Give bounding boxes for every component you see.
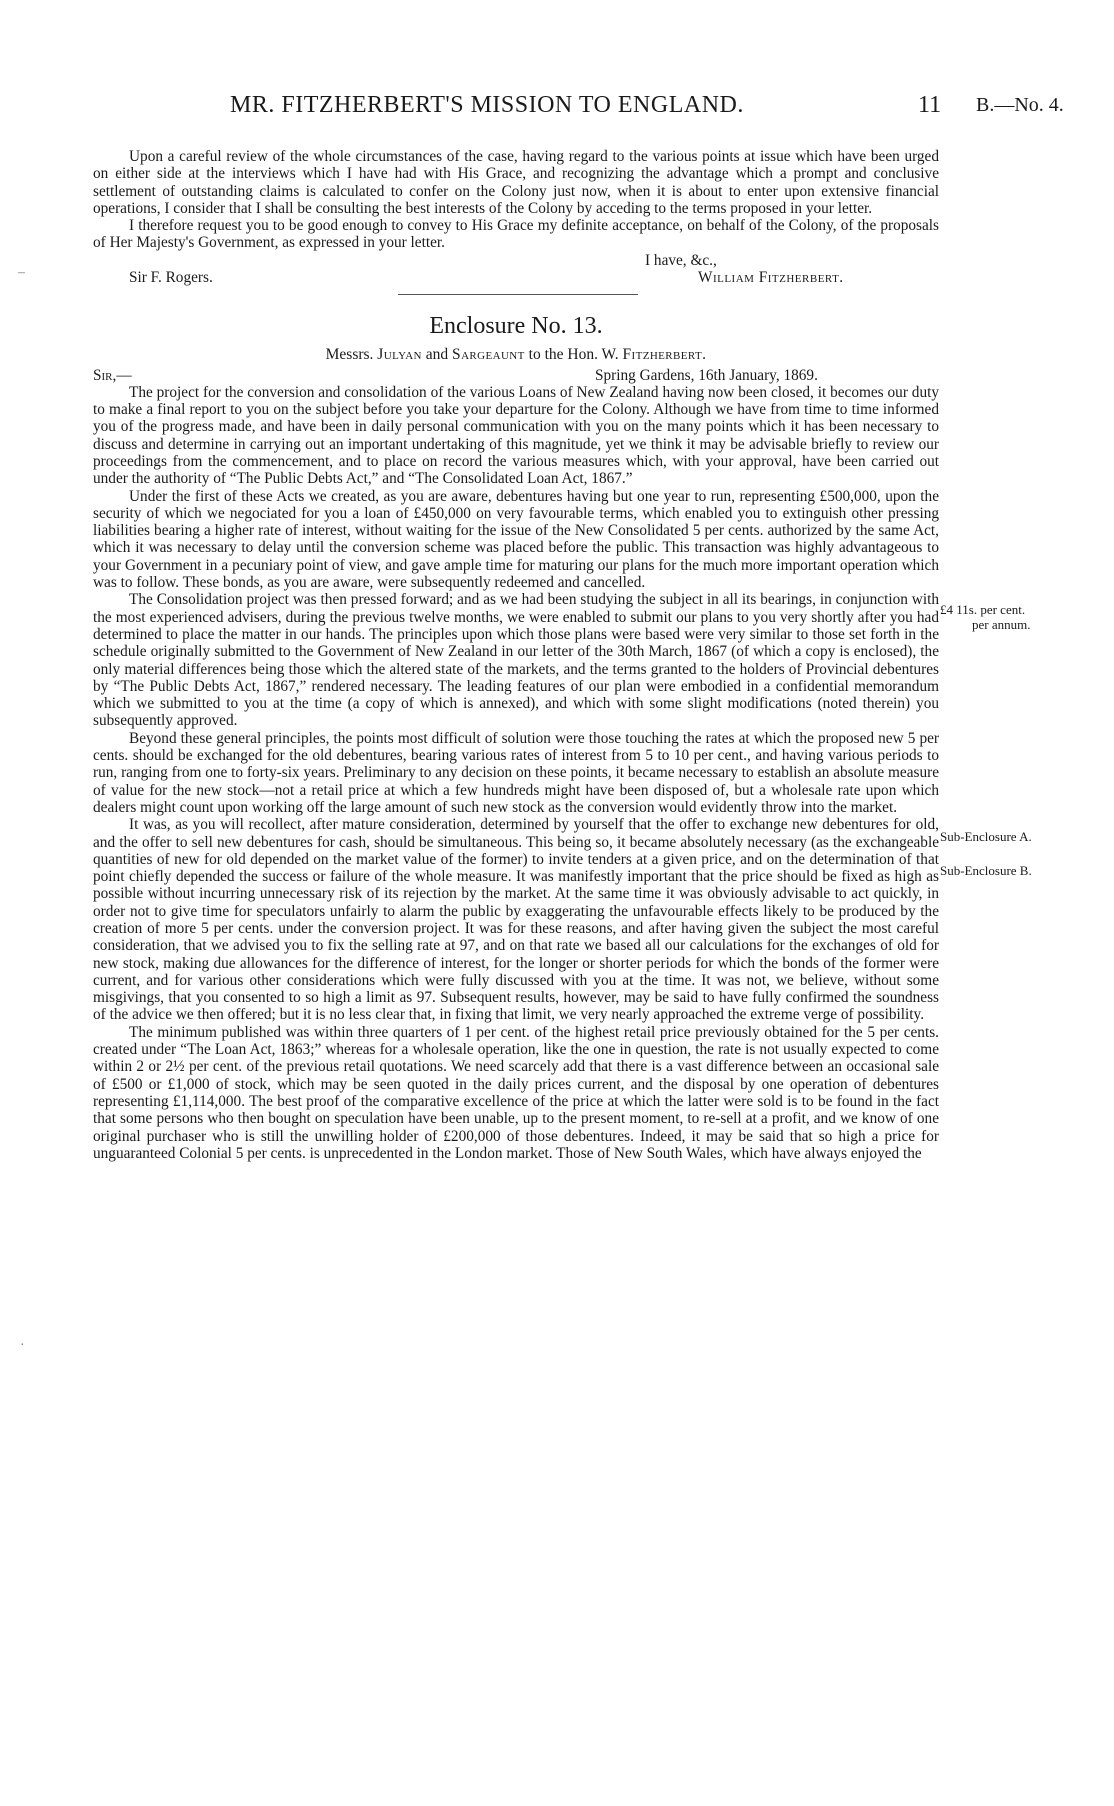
- text-column: [93, 148, 939, 1162]
- salutation: Sir,—: [93, 366, 132, 384]
- letter-paragraph-1: Upon a careful review of the whole circumstances of the case, having regard to the various points at issue which have been urged on either side at the interviews which I have had with His Grace, and recognizing the advantage which a prompt and conclusive settlement of outstanding claims is calculated to confer on the Colony just now, when it is about to enter upon extensive financial operations, I consider that I shall be consulting the best interests of the Colony by acceding to the terms proposed in your letter.: [93, 148, 939, 217]
- document-reference: B.—No. 4.: [976, 94, 1064, 116]
- enclosure-paragraph-4: Beyond these general principles, the points most difficult of solution were those touching the rates at which the proposed new 5 per cents. should be exchanged for the old debentures, bearing various rates of interest from 5 to 10 per cent., and having various periods to run, ranging from one to forty-six years. Preliminary to any decision on these points, it became necessary to establish an absolute measure of value for the new stock—not a retail price at which a few hundreds might have been disposed of, but a wholesale rate upon which dealers might count upon working off the large amount of such new stock as the conversion would evidently throw into the market.: [93, 729, 939, 816]
- enclosure-paragraph-2: Under the first of these Acts we created, as you are aware, debentures having but one year to run, representing £500,000, upon the security of which we negociated for you a loan of £450,000 on very favourable terms, which enabled you to extinguish other pressing liabilities bearing a higher rate of interest, without waiting for the issue of the New Consolidated 5 per cents. authorized by the same Act, which it was necessary to delay until the conversion scheme was placed before the public. This transaction was highly advantageous to your Government in a pecuniary point of view, and gave ample time for maturing our plans for the much more important operation which was to follow. These bonds, as you are aware, were subsequently redeemed and cancelled.: [93, 487, 939, 592]
- closing-phrase: I have, &c.,: [645, 251, 717, 269]
- enclosure-paragraph-6: The minimum published was within three quarters of 1 per cent. of the highest retail price previously obtained for the 5 per cents. created under “The Loan Act, 1863;” whereas for a wholesale operation, like the one in question, the rate is not usually expected to come within 2 or 2½ per cent. of the previous retail quotations. We need scarcely add that there is a vast difference between an occasional sale of £500 or £1,000 of stock, which may be seen quoted in the daily prices current, and the disposal by one operation of debentures representing £1,114,000. The best proof of the comparative excellence of the price at which the latter were sold is to be found in the fact that some persons who then bought on speculation have been unable, up to the present moment, to re-sell at a profit, and we know of one original purchaser who is still the unwilling holder of £200,000 of those debentures. Indeed, it may be said that so high a price for unguaranteed Colonial 5 per cents. is unprecedented in the London market. Those of New South Wales, which have always enjoyed the: [93, 1023, 939, 1162]
- signature: William Fitzherbert.: [698, 268, 844, 286]
- margin-note-sub-enclosure-b: Sub-Enclosure B.: [940, 863, 1032, 878]
- margin-dash-mark: –: [18, 265, 25, 280]
- enclosure-subtitle: Messrs. Julyan and Sargeaunt to the Hon. W. Fitzherbert.: [325, 345, 707, 363]
- margin-note-sub-enclosure-a: Sub-Enclosure A.: [940, 829, 1032, 844]
- enclosure-paragraph-3: The Consolidation project was then pressed forward; and as we had been studying the subject in all its bearings, in conjunction with the most experienced advisers, during the previous twelve months, we were enabled to submit our plans to you very shortly after you had determined to place the matter in our hands. The principles upon which those plans were based were very similar to those set forth in the schedule originally submitted to the Government of New Zealand in our letter of the 30th March, 1867 (of which a copy is enclosed), the only material differences being those which the altered state of the markets, and the terms granted to the holders of Provincial debentures by “The Public Debts Act, 1867,” rendered necessary. The leading features of our plan were embodied in a confidential memorandum which we submitted to you at the time (a copy of which is annexed), and which with some slight modifications (noted therein) you subsequently approved.: [93, 591, 939, 730]
- margin-tick-mark: ·: [20, 1338, 25, 1353]
- section-divider: [398, 294, 638, 295]
- page-number: 11: [918, 92, 942, 118]
- dateline: Spring Gardens, 16th January, 1869.: [595, 366, 818, 384]
- enclosure-paragraph-1: The project for the conversion and consolidation of the various Loans of New Zealand having now been closed, it becomes our duty to make a final report to you on the subject before you take your departure for the Colony. Although we have from time to time informed you of the progress made, and have been in daily personal communication with you on the many points which it has been necessary to discuss and determine in carrying out an important undertaking of this magnitude, yet we think it may be advisable briefly to review our proceedings from the commencement, and to place on record the various measures which, with your approval, have been carried out under the authority of “The Public Debts Act,” and “The Consolidated Loan Act, 1867.”: [93, 383, 939, 488]
- letter-paragraph-2: I therefore request you to be good enough to convey to His Grace my definite acceptance, on behalf of the Colony, of the proposals of Her Majesty's Government, as expressed in your letter.: [93, 217, 939, 252]
- enclosure-paragraph-5: It was, as you will recollect, after mature consideration, determined by yourself that the offer to exchange new debentures for old, and the offer to sell new debentures for cash, should be simultaneous. This being so, it became absolutely necessary (as the exchangeable quantities of new for old depended on the market value of the former) to invite tenders at a given price, and on the determination of that point chiefly depended the success or failure of the whole measure. It was manifestly important that the price should be fixed as high as possible without incurring unnecessary risk of its rejection by the market. At the same time it was obviously advisable to act quickly, in order not to give time for speculators unfairly to alarm the public by exaggerating the unfavourable effects likely to be produced by the creation of more 5 per cents. under the conversion project. It was for these reasons, and after having given the subject the most careful consideration, that we advised you to fix the selling rate at 97, and on that rate we based all our calculations for the exchanges of old for new stock, making due allowances for the difference of interest, for the longer or shorter periods for which the bonds of the former were current, and for various other considerations which were fully discussed with you at the time. It was not, we believe, without some misgivings, that you consented to so high a limit as 97. Subsequent results, however, may be said to have fully confirmed the soundness of the advice we then offered; but it is no less clear that, in fixing that limit, we very nearly approached the extreme verge of possibility.: [93, 816, 939, 1024]
- margin-note-interest: £4 11s. per cent. per annum.: [940, 602, 1031, 632]
- running-title: MR. FITZHERBERT'S MISSION TO ENGLAND.: [230, 92, 744, 118]
- salutation-line: [93, 367, 939, 384]
- enclosure-title: Enclosure No. 13.: [429, 312, 603, 339]
- letter-closing: [93, 252, 939, 286]
- addressee: Sir F. Rogers.: [129, 268, 213, 286]
- page-header: [0, 92, 1114, 126]
